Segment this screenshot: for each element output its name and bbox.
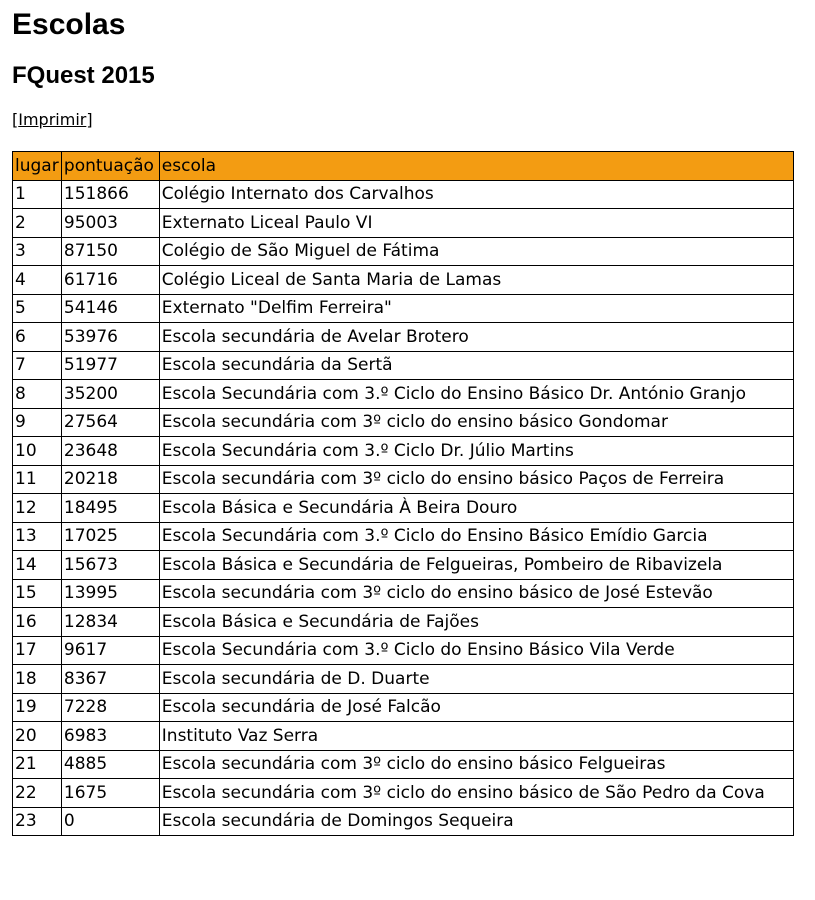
table-row [13, 665, 794, 694]
table-header-row [13, 152, 794, 181]
print-link[interactable]: Imprimir [18, 110, 87, 129]
cell-pontuacao: 95003 [61, 209, 159, 238]
table-row [13, 294, 794, 323]
table-row [13, 693, 794, 722]
table-body [13, 180, 794, 836]
cell-escola: Escola secundária de D. Duarte [159, 665, 793, 694]
cell-lugar: 22 [13, 779, 62, 808]
cell-lugar: 20 [13, 722, 62, 751]
cell-escola: Escola secundária de Avelar Brotero [159, 323, 793, 352]
cell-pontuacao: 12834 [61, 608, 159, 637]
cell-escola: Escola Secundária com 3.º Ciclo do Ensino Básico Emídio Garcia [159, 522, 793, 551]
table-row [13, 266, 794, 295]
cell-lugar: 8 [13, 380, 62, 409]
table-row [13, 209, 794, 238]
cell-pontuacao: 20218 [61, 465, 159, 494]
cell-pontuacao: 13995 [61, 579, 159, 608]
cell-escola: Externato Liceal Paulo VI [159, 209, 793, 238]
cell-lugar: 17 [13, 636, 62, 665]
table-row [13, 408, 794, 437]
cell-pontuacao: 51977 [61, 351, 159, 380]
ranking-table [12, 151, 794, 836]
table-row [13, 237, 794, 266]
cell-lugar: 11 [13, 465, 62, 494]
cell-lugar: 14 [13, 551, 62, 580]
cell-pontuacao: 27564 [61, 408, 159, 437]
cell-escola: Escola secundária com 3º ciclo do ensino básico de São Pedro da Cova [159, 779, 793, 808]
cell-pontuacao: 53976 [61, 323, 159, 352]
print-bracket-close: ] [86, 110, 93, 129]
print-bracket-open: [ [12, 110, 19, 129]
cell-pontuacao: 1675 [61, 779, 159, 808]
cell-pontuacao: 15673 [61, 551, 159, 580]
cell-lugar: 10 [13, 437, 62, 466]
table-row [13, 722, 794, 751]
cell-pontuacao: 6983 [61, 722, 159, 751]
cell-pontuacao: 18495 [61, 494, 159, 523]
cell-lugar: 23 [13, 807, 62, 836]
cell-escola: Escola Secundária com 3.º Ciclo do Ensino Básico Vila Verde [159, 636, 793, 665]
cell-lugar: 7 [13, 351, 62, 380]
column-header-escola: escola [159, 152, 793, 181]
table-row [13, 579, 794, 608]
column-header-lugar: lugar [13, 152, 62, 181]
cell-lugar: 5 [13, 294, 62, 323]
cell-escola: Escola secundária com 3º ciclo do ensino básico Paços de Ferreira [159, 465, 793, 494]
table-row [13, 551, 794, 580]
cell-lugar: 9 [13, 408, 62, 437]
cell-escola: Escola Básica e Secundária de Fajões [159, 608, 793, 637]
cell-escola: Escola secundária de Domingos Sequeira [159, 807, 793, 836]
cell-lugar: 13 [13, 522, 62, 551]
cell-escola: Instituto Vaz Serra [159, 722, 793, 751]
column-header-pontuacao: pontuação [61, 152, 159, 181]
table-row [13, 180, 794, 209]
cell-pontuacao: 151866 [61, 180, 159, 209]
print-line [12, 109, 802, 131]
cell-pontuacao: 87150 [61, 237, 159, 266]
cell-lugar: 18 [13, 665, 62, 694]
table-row [13, 323, 794, 352]
cell-lugar: 3 [13, 237, 62, 266]
cell-escola: Colégio Liceal de Santa Maria de Lamas [159, 266, 793, 295]
cell-pontuacao: 17025 [61, 522, 159, 551]
cell-escola: Escola secundária da Sertã [159, 351, 793, 380]
cell-pontuacao: 54146 [61, 294, 159, 323]
cell-lugar: 4 [13, 266, 62, 295]
cell-escola: Escola secundária com 3º ciclo do ensino básico de José Estevão [159, 579, 793, 608]
table-row [13, 522, 794, 551]
cell-pontuacao: 9617 [61, 636, 159, 665]
cell-lugar: 15 [13, 579, 62, 608]
cell-pontuacao: 35200 [61, 380, 159, 409]
cell-lugar: 21 [13, 750, 62, 779]
cell-escola: Colégio de São Miguel de Fátima [159, 237, 793, 266]
cell-lugar: 2 [13, 209, 62, 238]
cell-escola: Externato "Delfim Ferreira" [159, 294, 793, 323]
cell-lugar: 6 [13, 323, 62, 352]
table-row [13, 608, 794, 637]
table-row [13, 465, 794, 494]
cell-pontuacao: 61716 [61, 266, 159, 295]
table-row [13, 807, 794, 836]
cell-pontuacao: 4885 [61, 750, 159, 779]
cell-lugar: 12 [13, 494, 62, 523]
cell-lugar: 16 [13, 608, 62, 637]
page-title: Escolas [12, 8, 126, 41]
table-row [13, 494, 794, 523]
table-row [13, 750, 794, 779]
cell-pontuacao: 23648 [61, 437, 159, 466]
cell-escola: Escola secundária de José Falcão [159, 693, 793, 722]
cell-escola: Escola Secundária com 3.º Ciclo Dr. Júlio Martins [159, 437, 793, 466]
cell-pontuacao: 8367 [61, 665, 159, 694]
table-row [13, 351, 794, 380]
cell-pontuacao: 0 [61, 807, 159, 836]
cell-escola: Escola secundária com 3º ciclo do ensino básico Felgueiras [159, 750, 793, 779]
cell-escola: Escola Secundária com 3.º Ciclo do Ensino Básico Dr. António Granjo [159, 380, 793, 409]
table-row [13, 380, 794, 409]
table-row [13, 437, 794, 466]
table-row [13, 779, 794, 808]
table-row [13, 636, 794, 665]
cell-escola: Escola secundária com 3º ciclo do ensino básico Gondomar [159, 408, 793, 437]
cell-escola: Escola Básica e Secundária À Beira Douro [159, 494, 793, 523]
cell-escola: Escola Básica e Secundária de Felgueiras, Pombeiro de Ribavizela [159, 551, 793, 580]
cell-pontuacao: 7228 [61, 693, 159, 722]
cell-escola: Colégio Internato dos Carvalhos [159, 180, 793, 209]
page-subtitle: FQuest 2015 [12, 62, 155, 89]
page-content [12, 0, 802, 836]
cell-lugar: 1 [13, 180, 62, 209]
cell-lugar: 19 [13, 693, 62, 722]
